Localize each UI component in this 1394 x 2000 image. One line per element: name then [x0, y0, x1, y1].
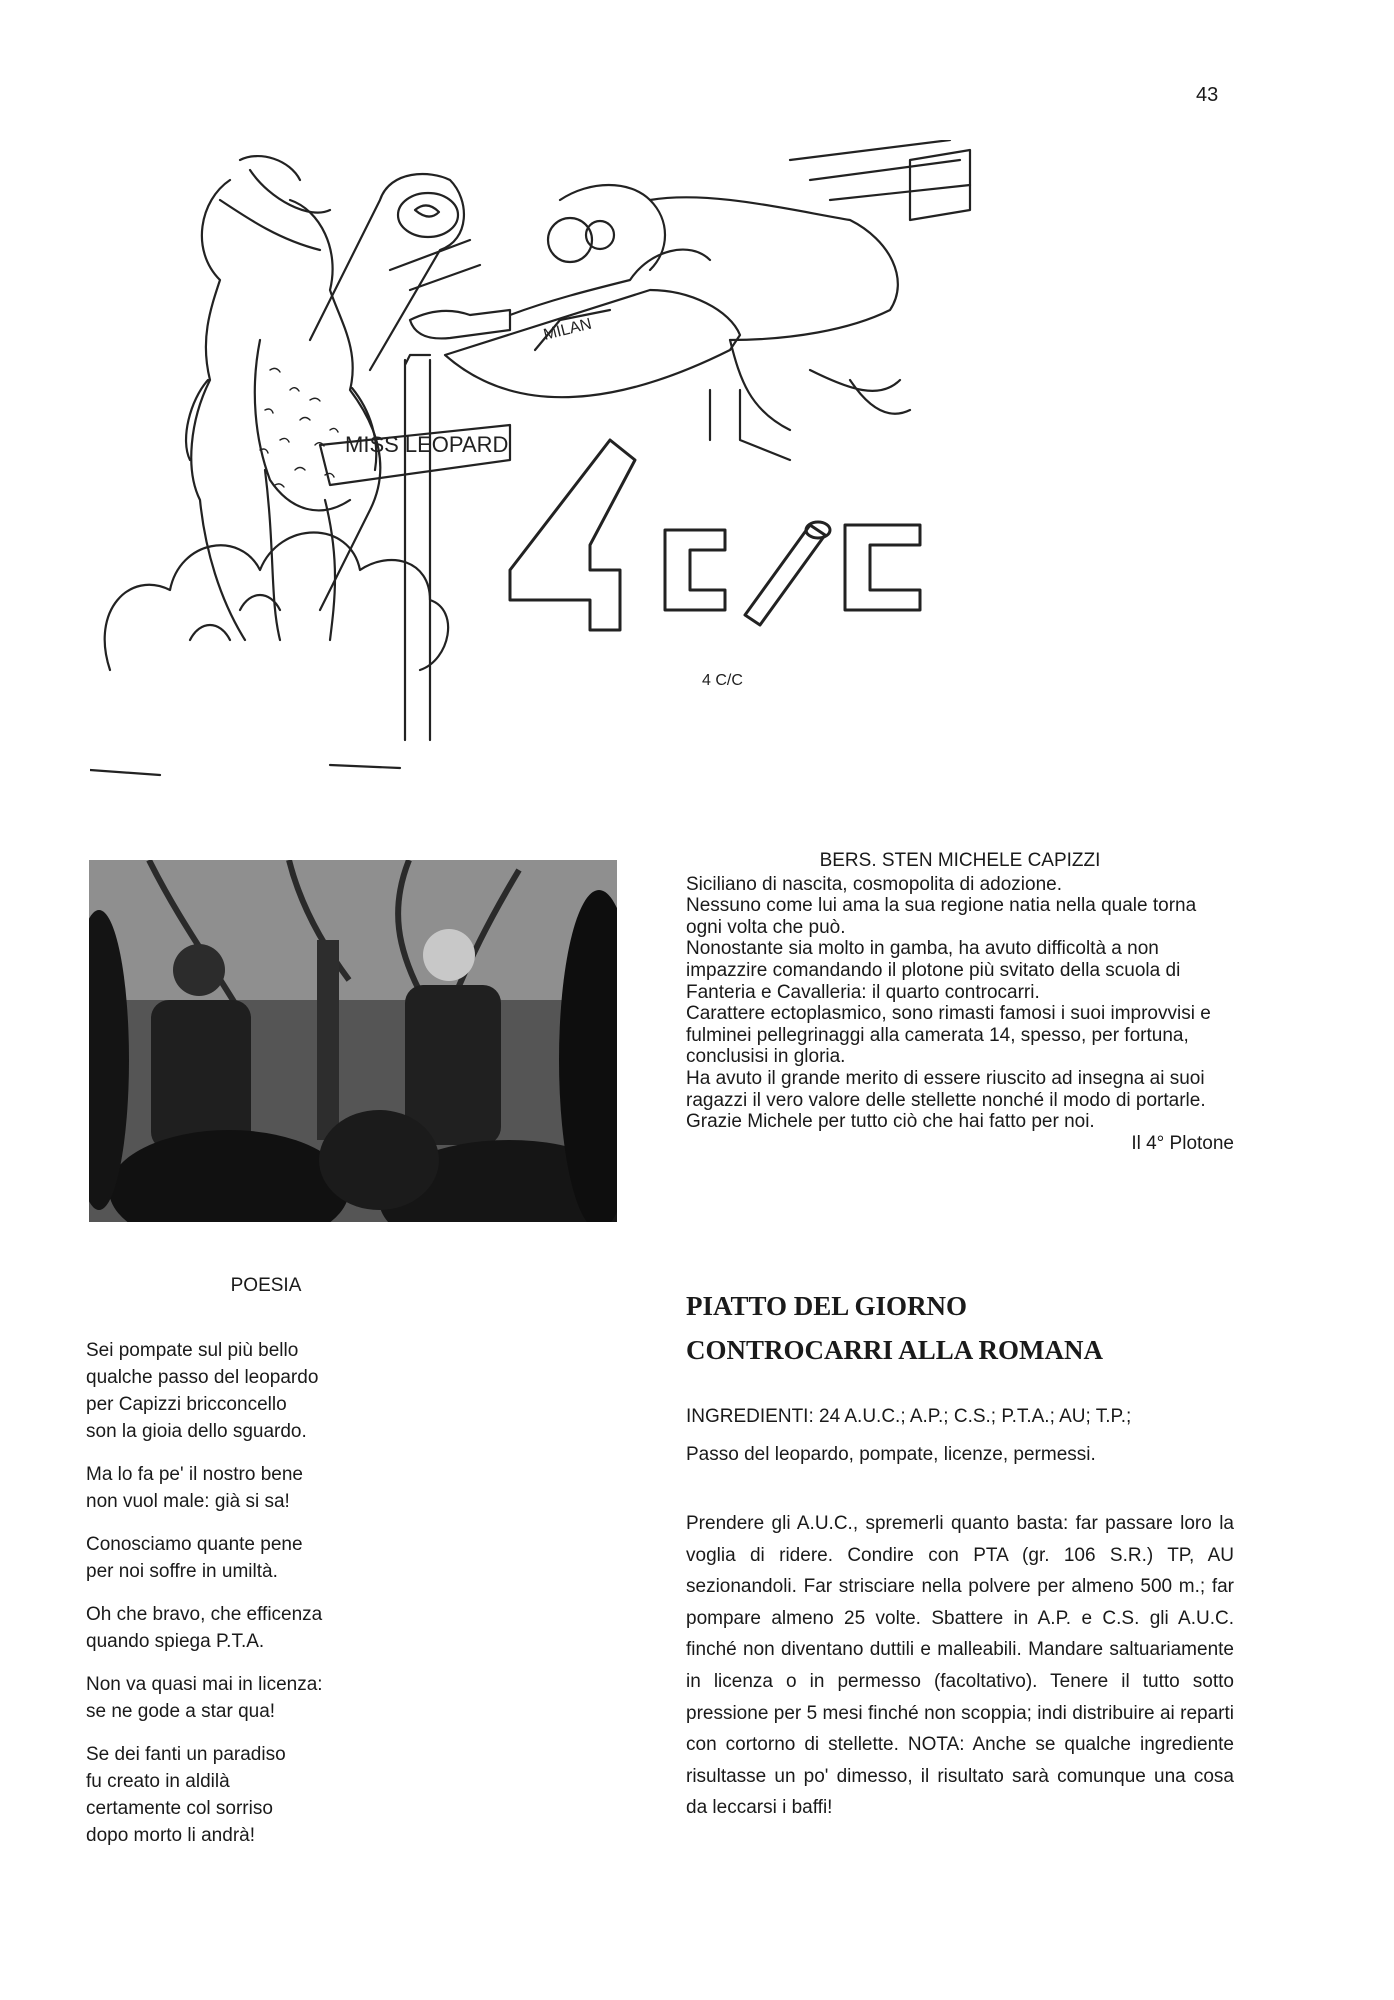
poem-line: non vuol male: già si sa! [86, 1491, 290, 1512]
poem-line: dopo morto li andrà! [86, 1825, 255, 1846]
recipe-method: Prendere gli A.U.C., spremerli quanto basta: far passare loro la voglia di ridere. Condire con PTA (gr. 106 S.R.) TP, AU sezionandoli. Far strisciare nella polvere per almeno 500 m.; far pompare almeno 25 volte. Sbattere in A.P. e C.S. gli A.U.C. finché non diventano duttili e malleabili. Mandare saltuariamente in licenza o in permesso (facoltativo). Tenere il tutto sotto pressione per 5 mesi finché non scoppia; indi distribuire ai reparti con cortorno di stellette. NOTA: Anche se qualche ingrediente risultasse un po' dimesso, il risultato sarà comunque una cosa da leccarsi i baffi! [686, 1513, 1234, 1819]
missile-text: MILAN [541, 315, 594, 344]
poem-line: Sei pompate sul più bello [86, 1340, 299, 1361]
poem-line: fu creato in aldilà [86, 1771, 230, 1792]
ingredients-line: Passo del leopardo, pompate, licenze, permessi. [686, 1444, 1096, 1465]
recipe-title-line: PIATTO DEL GIORNO [686, 1291, 968, 1321]
profile-paragraph: Nonostante sia molto in gamba, ha avuto difficoltà a non impazzire comandando il plotone più svitato della scuola di Fanteria e Cavalleria: il quarto controcarri. [686, 938, 1181, 1003]
recipe-title-line: CONTROCARRI ALLA ROMANA [686, 1335, 1104, 1365]
poem-stanza [86, 1531, 446, 1585]
poem-stanza [86, 1461, 446, 1515]
poem-stanza [86, 1601, 446, 1655]
soldier-missile [390, 140, 970, 460]
emblem-4cc [510, 440, 920, 630]
profile-paragraph: Carattere ectoplasmico, sono rimasti famosi i suoi improvvisi e fulminei pellegrinaggi alla camerata 14, spesso, per fortuna, conclusisi in gloria. [686, 1003, 1211, 1068]
poem-line: Se dei fanti un paradiso [86, 1744, 286, 1765]
poem-line: quando spiega P.T.A. [86, 1631, 265, 1652]
poem-line: certamente col sorriso [86, 1798, 273, 1819]
poem-line: per Capizzi bricconcello [86, 1394, 287, 1415]
profile-paragraph: Grazie Michele per tutto ciò che hai fatto per noi. [686, 1111, 1095, 1133]
recipe-title [686, 1284, 1234, 1372]
profile-paragraph: Ha avuto il grande merito di essere riuscito ad insegna ai suoi ragazzi il vero valore delle stellette nonché il modo di portarle. [686, 1067, 1206, 1111]
poem-title: POESIA [230, 1275, 302, 1296]
poem-stanza [86, 1671, 446, 1725]
group-photo [89, 860, 617, 1222]
poem-line: per noi soffre in umiltà. [86, 1561, 278, 1582]
poem-line: se ne gode a star qua! [86, 1701, 276, 1722]
poem-line: Oh che bravo, che efficenza [86, 1604, 323, 1625]
recipe-ingredients [686, 1398, 1234, 1474]
profile-heading: BERS. STEN MICHELE CAPIZZI [819, 850, 1101, 871]
ingredients-line: INGREDIENTI: 24 A.U.C.; A.P.; C.S.; P.T.A.; AU; T.P.; [686, 1406, 1132, 1427]
poem-stanza [86, 1337, 446, 1445]
cartoon-illustration [90, 140, 1250, 820]
profile-paragraph: Siciliano di nascita, cosmopolita di adozione. [686, 873, 1062, 895]
poem-stanza [86, 1741, 446, 1849]
profile-signature: Il 4° Plotone [1131, 1132, 1234, 1154]
profile-text [686, 850, 1234, 1154]
recipe-column [686, 1284, 1234, 1824]
page-number: 43 [1196, 84, 1219, 106]
poem-column [86, 1272, 446, 1865]
poem-line: Conosciamo quante pene [86, 1534, 303, 1555]
emblem-text: 4 C/C [702, 672, 743, 689]
woman-figure [186, 156, 380, 640]
poem-line: son la gioia dello sguardo. [86, 1421, 307, 1442]
poem-line: Non va quasi mai in licenza: [86, 1674, 323, 1695]
poem-line: qualche passo del leopardo [86, 1367, 319, 1388]
poem-line: Ma lo fa pe' il nostro bene [86, 1464, 303, 1485]
sign-text: MISS LEOPARD [345, 432, 509, 457]
profile-paragraph: Nessuno come lui ama la sua regione natia nella quale torna ogni volta che può. [686, 895, 1197, 938]
